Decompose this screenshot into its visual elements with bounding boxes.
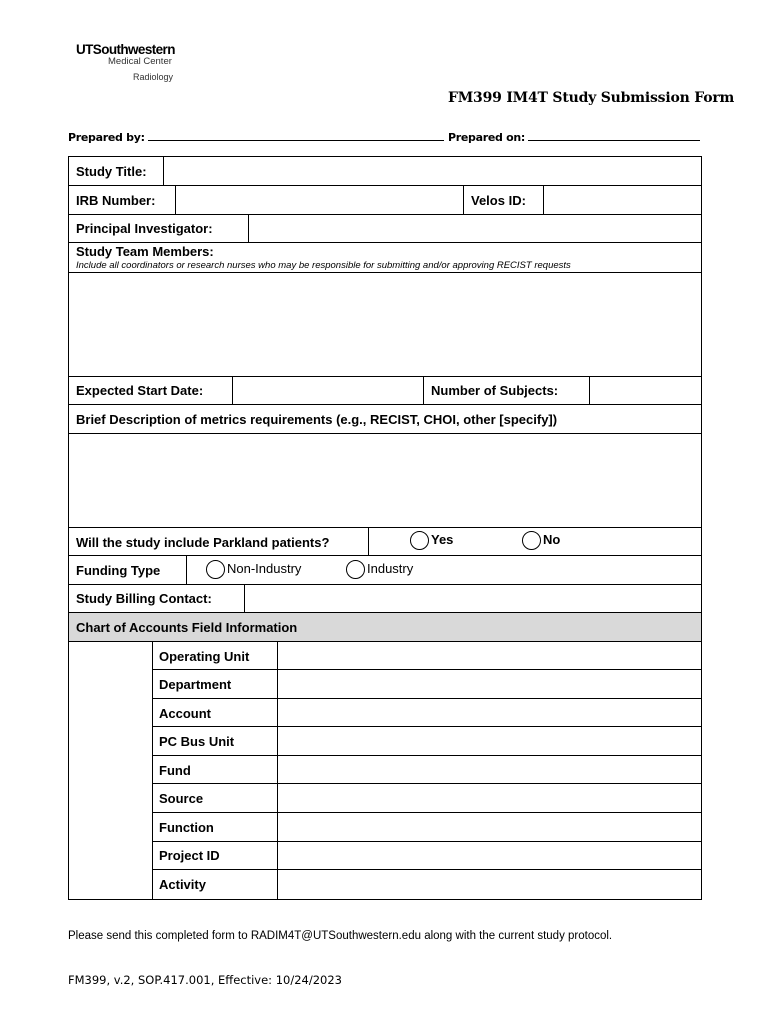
logo-department: Radiology	[133, 72, 174, 82]
expected-start-date-input[interactable]	[233, 377, 423, 404]
prepared-by-row	[68, 130, 444, 144]
brief-description-input[interactable]	[69, 434, 701, 526]
prepared-on-field[interactable]	[528, 130, 700, 141]
account-field-project-id: Project ID	[159, 848, 220, 863]
function-input[interactable]	[278, 813, 701, 840]
logo-text: UTSouthwestern	[76, 42, 175, 57]
parkland-yes-option[interactable]	[410, 531, 453, 550]
irb-number-input[interactable]	[176, 186, 463, 214]
parkland-no-option[interactable]	[522, 531, 560, 550]
prepared-on-label: Prepared on:	[448, 131, 526, 144]
account-field-activity: Activity	[159, 877, 206, 892]
chart-of-accounts-label: Chart of Accounts Field Information	[76, 620, 298, 635]
form-title: FM399 IM4T Study Submission Form	[448, 90, 735, 106]
billing-contact-label: Study Billing Contact:	[76, 591, 212, 606]
study-title-label: Study Title:	[76, 164, 147, 179]
department-input[interactable]	[278, 670, 701, 697]
account-field-operating-unit: Operating Unit	[159, 649, 250, 664]
industry-option[interactable]	[346, 560, 413, 579]
no-radio[interactable]	[522, 531, 541, 550]
account-input[interactable]	[278, 699, 701, 726]
non-industry-option[interactable]	[206, 560, 301, 579]
billing-contact-input[interactable]	[245, 585, 701, 612]
study-team-note: Include all coordinators or research nurses who may be responsible for submitting and/or approving RECIST requests	[76, 260, 571, 271]
principal-investigator-label: Principal Investigator:	[76, 221, 213, 236]
prepared-on-row	[448, 130, 700, 144]
prepared-by-label: Prepared by:	[68, 131, 145, 144]
form-version: FM399, v.2, SOP.417.001, Effective: 10/24/2023	[68, 973, 342, 987]
source-input[interactable]	[278, 784, 701, 811]
account-field-account: Account	[159, 706, 211, 721]
velos-id-label: Velos ID:	[471, 193, 526, 208]
fund-input[interactable]	[278, 756, 701, 783]
study-title-input[interactable]	[164, 157, 701, 185]
account-field-department: Department	[159, 677, 232, 692]
account-field-function: Function	[159, 820, 214, 835]
project-id-input[interactable]	[278, 842, 701, 869]
operating-unit-input[interactable]	[278, 642, 701, 669]
number-of-subjects-input[interactable]	[590, 377, 701, 404]
number-of-subjects-label: Number of Subjects:	[431, 383, 559, 398]
parkland-question-label: Will the study include Parkland patients?	[76, 535, 330, 550]
velos-id-input[interactable]	[544, 186, 701, 214]
no-label: No	[543, 531, 561, 547]
study-team-label: Study Team Members:	[76, 244, 214, 259]
yes-label: Yes	[431, 531, 454, 547]
yes-radio[interactable]	[410, 531, 429, 550]
funding-type-label: Funding Type	[76, 563, 161, 578]
non-industry-radio[interactable]	[206, 560, 225, 579]
activity-input[interactable]	[278, 870, 701, 898]
account-field-source: Source	[159, 791, 204, 806]
prepared-by-field[interactable]	[148, 130, 444, 141]
irb-number-label: IRB Number:	[76, 193, 156, 208]
logo-subtitle: Medical Center	[108, 56, 172, 67]
industry-radio[interactable]	[346, 560, 365, 579]
submission-instructions: Please send this completed form to RADIM4T@UTSouthwestern.edu along with the current study protocol.	[68, 930, 613, 942]
brief-description-label: Brief Description of metrics requirements (e.g., RECIST, CHOI, other [specify])	[76, 412, 558, 427]
principal-investigator-input[interactable]	[249, 215, 701, 242]
account-field-fund: Fund	[159, 763, 191, 778]
industry-label: Industry	[367, 560, 414, 576]
pc-bus-unit-input[interactable]	[278, 727, 701, 754]
non-industry-label: Non-Industry	[227, 560, 302, 576]
account-field-pc-bus-unit: PC Bus Unit	[159, 734, 235, 749]
study-team-input[interactable]	[69, 273, 701, 375]
expected-start-date-label: Expected Start Date:	[76, 383, 204, 398]
